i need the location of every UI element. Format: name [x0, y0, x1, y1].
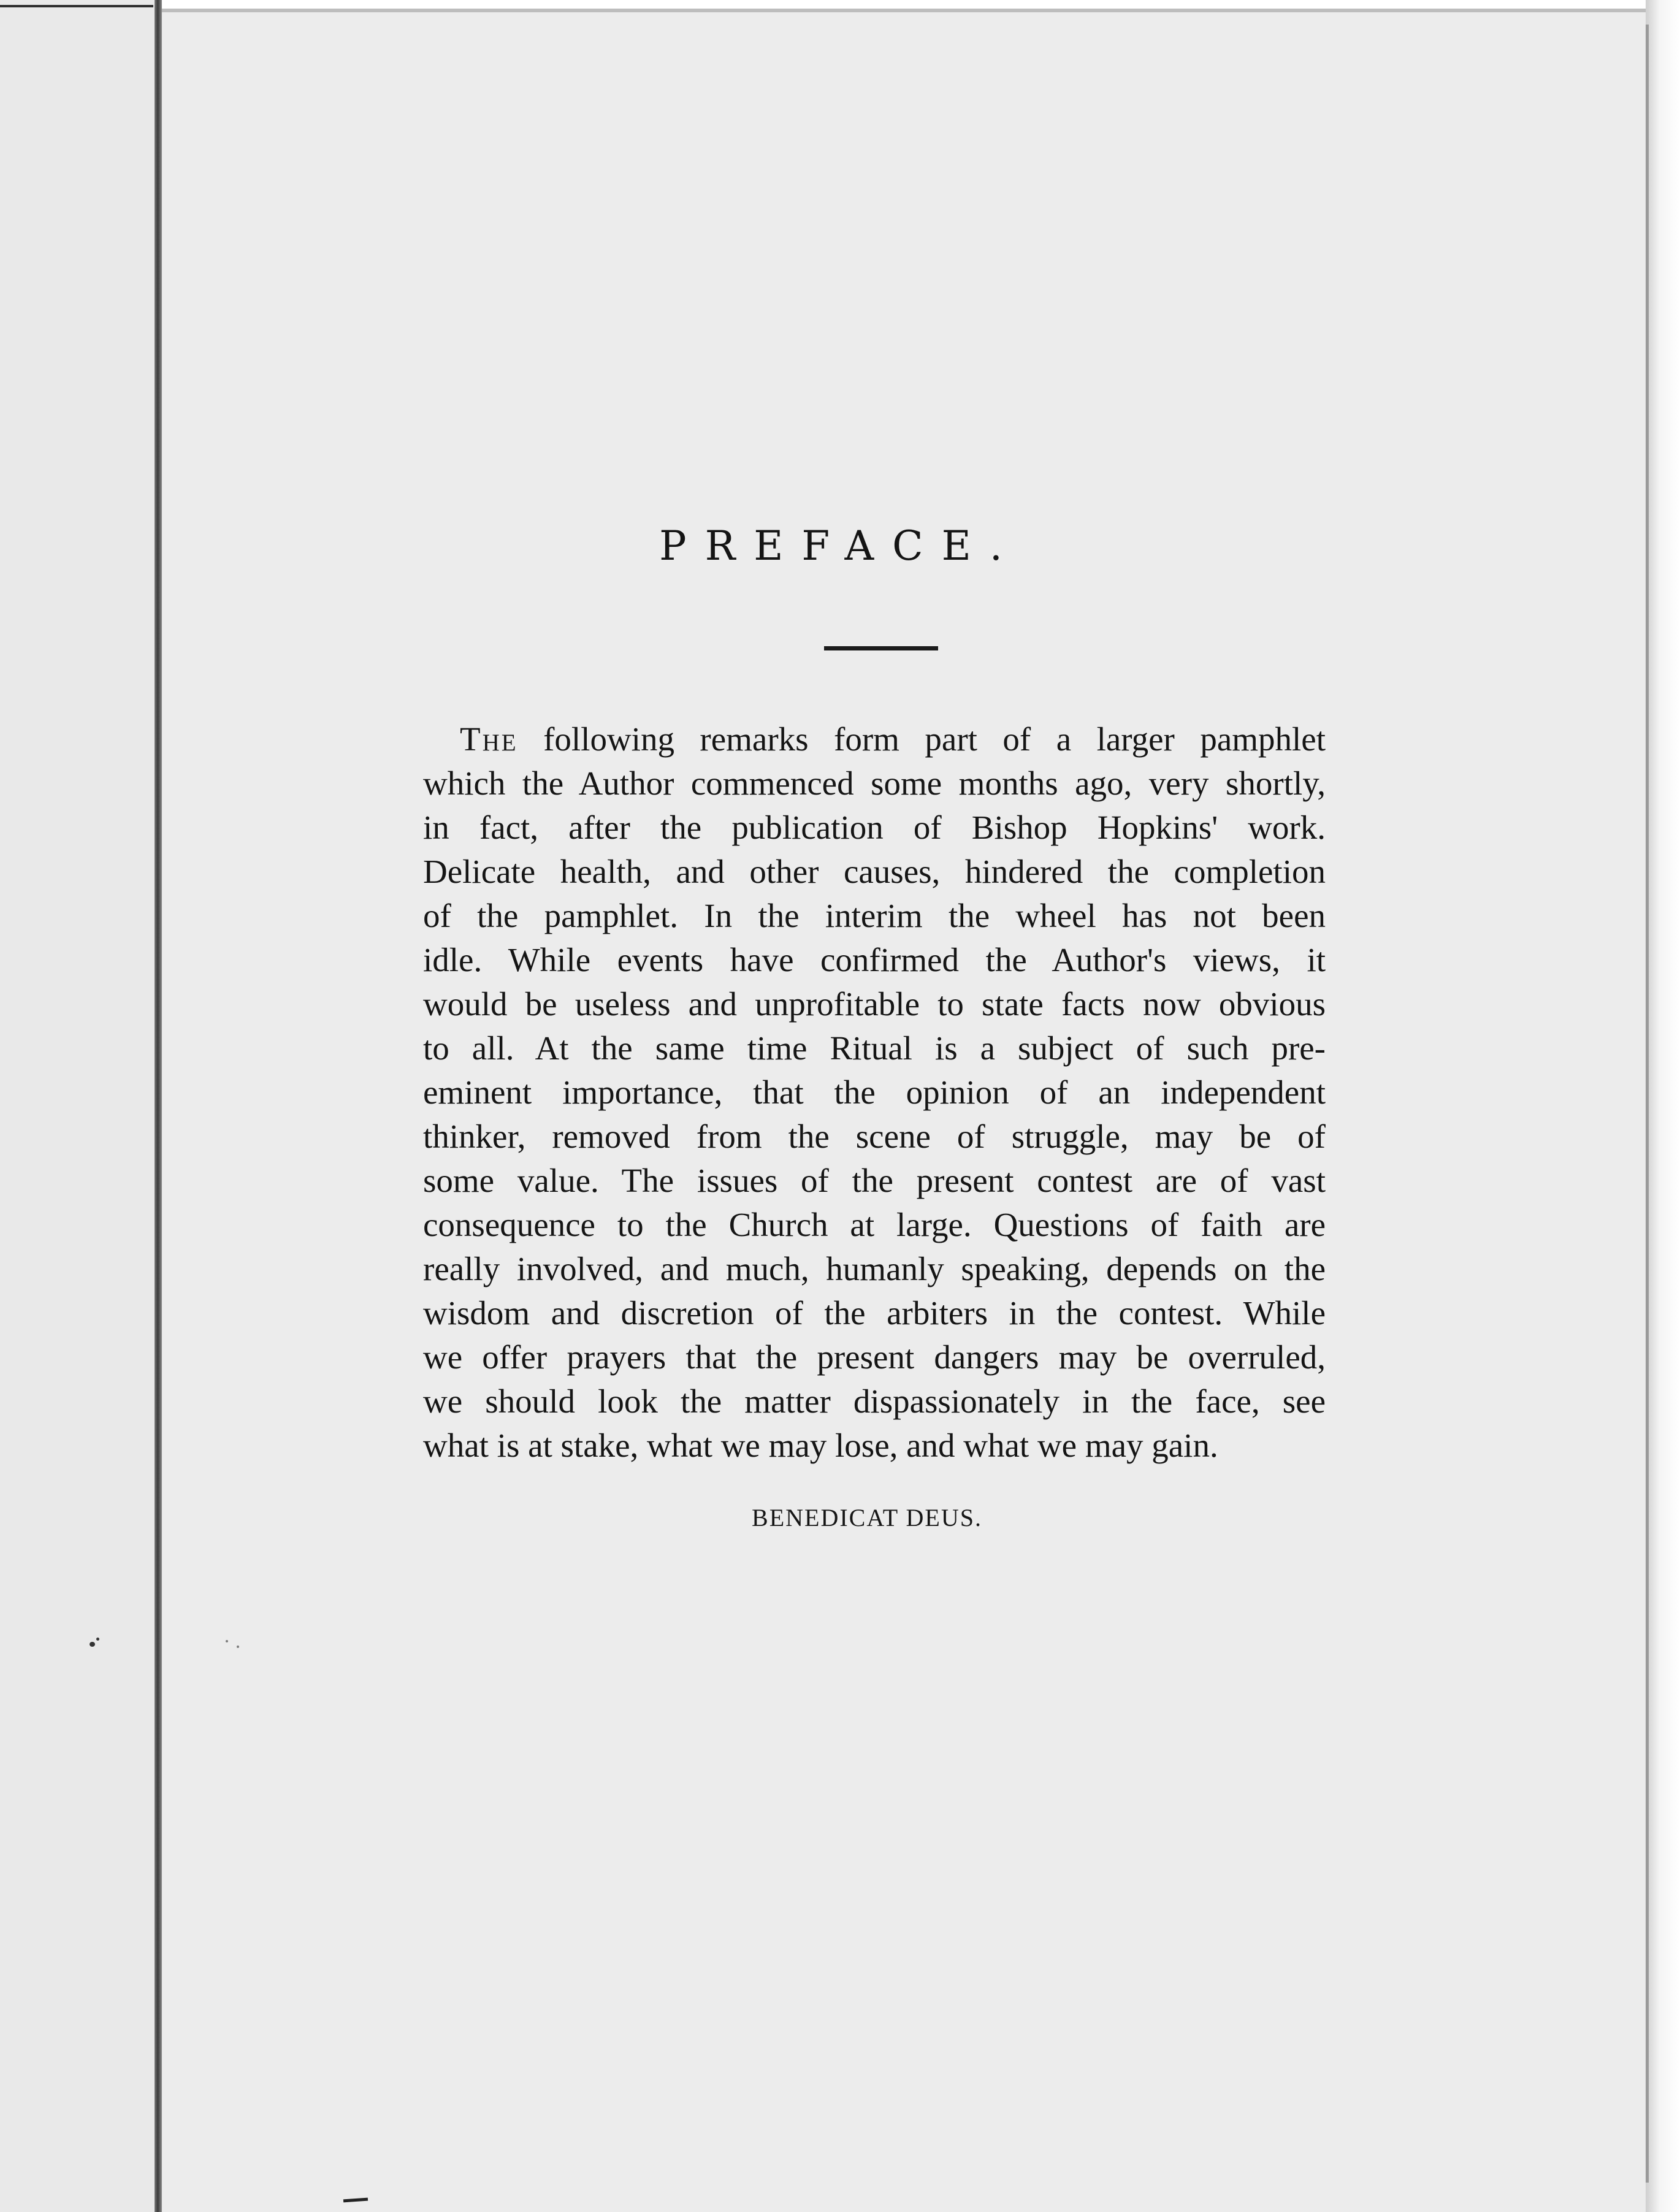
text-line: thinker, removed from the scene of struggle, may be of: [423, 1118, 1326, 1155]
scan-speck: [226, 1640, 228, 1642]
text-line: to all. At the same time Ritual is a subject of such pre-: [423, 1029, 1326, 1067]
right-page-edge-line: [1646, 25, 1649, 2183]
left-page-top-mark: [0, 5, 153, 7]
scan-speck: [96, 1638, 99, 1641]
text-line: which the Author commenced some months ago, very shortly,: [423, 765, 1326, 802]
preface-body: [423, 717, 1326, 1468]
text-line: really involved, and much, humanly speaking, depends on the: [423, 1250, 1326, 1287]
right-page-edge: [1646, 0, 1680, 2212]
text-line: we should look the matter dispassionately in the face, see: [423, 1382, 1326, 1420]
text-line: idle. While events have confirmed the Author's views, it: [423, 941, 1326, 978]
text-line: Delicate health, and other causes, hindered the completion: [423, 853, 1326, 890]
text-line: consequence to the Church at large. Questions of faith are: [423, 1206, 1326, 1243]
text-line: eminent importance, that the opinion of an independent: [423, 1074, 1326, 1111]
closing-signature: BENEDICAT DEUS.: [752, 1504, 982, 1531]
text-line: would be useless and unprofitable to state facts now obvious: [423, 985, 1326, 1023]
scan-speck: [90, 1642, 95, 1647]
heading-rule: [824, 646, 938, 650]
text-line: [423, 717, 1326, 761]
text-line: wisdom and discretion of the arbiters in the contest. While: [423, 1294, 1326, 1332]
scan-speck: [237, 1646, 239, 1648]
page-heading: PREFACE.: [659, 522, 1021, 570]
text-line: of the pamphlet. In the interim the wheel has not been: [423, 897, 1326, 934]
text-line: we offer prayers that the present dangers may be overruled,: [423, 1338, 1326, 1376]
text-line: in fact, after the publication of Bishop Hopkins' work.: [423, 809, 1326, 846]
text-line: what is at stake, what we may lose, and what we may gain.: [423, 1427, 1218, 1464]
lead-word: The: [460, 720, 518, 758]
left-page-edge: [0, 0, 161, 2212]
text-line-rest: following remarks form part of a larger pamphlet: [517, 720, 1326, 758]
book-gutter: [155, 0, 162, 2212]
text-line: some value. The issues of the present contest are of vast: [423, 1162, 1326, 1199]
